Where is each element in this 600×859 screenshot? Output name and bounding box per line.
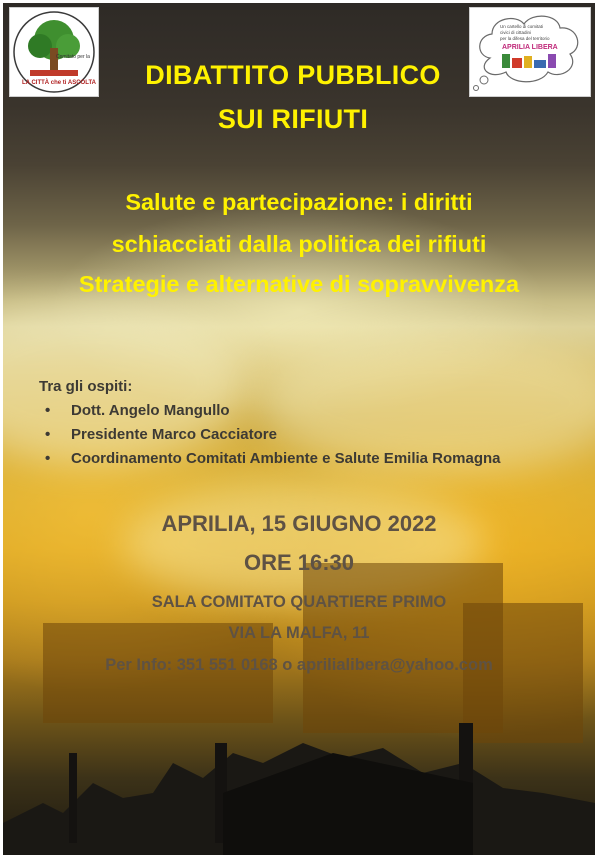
guest-list-heading: Tra gli ospiti: bbox=[39, 378, 133, 395]
logo-left-text-top: Comitato per la bbox=[56, 54, 90, 60]
guest-item: • Coordinamento Comitati Ambiente e Salute Emilia Romagna bbox=[71, 447, 501, 471]
logo-right-caption-line: Un cartello di comitati bbox=[500, 24, 544, 29]
aprilia-libera-logo bbox=[469, 7, 591, 97]
title-line-1: DIBATTITO PUBBLICO bbox=[145, 60, 441, 90]
guest-item: • Dott. Angelo Mangullo bbox=[71, 399, 501, 423]
logo-right-brand: APRILIA LIBERA bbox=[502, 44, 558, 51]
event-address: VIA LA MALFA, 11 bbox=[228, 624, 370, 642]
citta-logo bbox=[9, 7, 99, 97]
foreground-rooftops bbox=[3, 703, 595, 855]
logo-right-caption-line: civici di cittadini bbox=[500, 30, 532, 35]
subtitle-line-1: Salute e partecipazione: i diritti bbox=[125, 189, 473, 215]
guest-items bbox=[39, 399, 501, 471]
logo-right-caption bbox=[500, 24, 564, 42]
guest-list bbox=[39, 375, 501, 471]
event-date: APRILIA, 15 GIUGNO 2022 bbox=[161, 511, 437, 536]
event-time: ORE 16:30 bbox=[243, 550, 355, 575]
subtitle-line-3: Strategie e alternative di sopravvivenza bbox=[78, 271, 520, 297]
logo-right-caption-line: per la difesa del territorio bbox=[500, 36, 550, 41]
title-line-2: SUI RIFIUTI bbox=[217, 104, 369, 134]
logo-left-text-bottom: LA CITTÀ che ti ASCOLTA bbox=[22, 80, 96, 86]
event-venue: SALA COMITATO QUARTIERE PRIMO bbox=[151, 593, 447, 611]
poster bbox=[3, 3, 595, 855]
cloud-icon bbox=[470, 8, 590, 96]
guest-item: • Presidente Marco Cacciatore bbox=[71, 423, 501, 447]
subtitle-line-2: schiacciati dalla politica dei rifiuti bbox=[111, 231, 487, 257]
event-contact: Per Info: 351 551 0168 o aprilialibera@yahoo.com bbox=[105, 656, 493, 674]
